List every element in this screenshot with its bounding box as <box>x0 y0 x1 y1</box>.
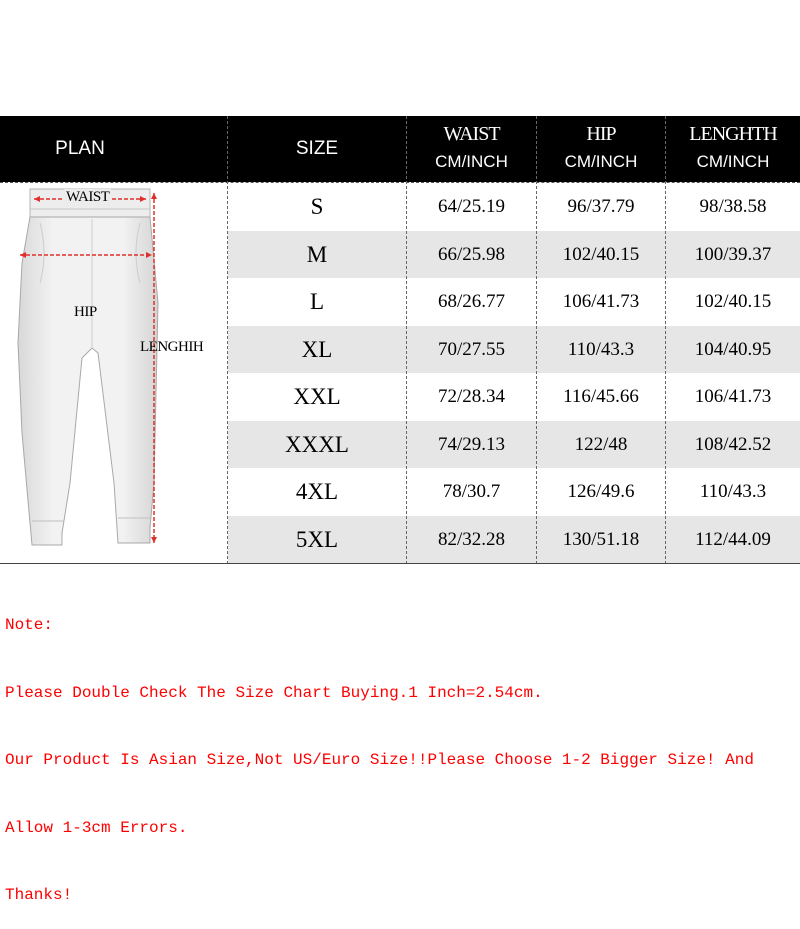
header-hip-title: HIP <box>586 123 616 145</box>
hip-cell: 126/49.6 <box>567 481 635 502</box>
waist-cell: 66/25.98 <box>437 243 506 265</box>
note-line: Please Double Check The Size Chart Buying.1 Inch=2.54cm. <box>5 683 543 702</box>
waist-cell: 72/28.34 <box>437 386 506 407</box>
header-divider <box>0 182 800 183</box>
hip-cell: 130/51.18 <box>562 528 640 550</box>
length-label: LENGHIH <box>140 339 204 355</box>
note-line: Allow 1-3cm Errors. <box>5 818 188 837</box>
waist-cell: 64/25.19 <box>437 196 506 217</box>
length-cell: 108/42.52 <box>694 433 772 455</box>
length-cell: 106/41.73 <box>694 386 772 407</box>
size-cell: XL <box>301 336 333 362</box>
table-bottom-border <box>0 563 800 564</box>
length-cell: 110/43.3 <box>699 481 767 502</box>
header-length-unit: CM/INCH <box>696 152 770 171</box>
header-waist <box>407 116 536 182</box>
note-heading: Note: <box>5 616 54 634</box>
header-waist-title: WAIST <box>443 123 500 145</box>
column-divider <box>406 116 407 564</box>
hip-cell: 110/43.3 <box>567 338 635 360</box>
column-divider <box>227 116 228 564</box>
header-size: SIZE <box>295 138 339 159</box>
header-length-title: LENGHTH <box>689 123 777 145</box>
table-row <box>228 183 800 230</box>
table-row <box>228 373 800 420</box>
size-cell: S <box>310 194 324 219</box>
waist-cell: 78/30.7 <box>442 481 501 502</box>
length-cell: 102/40.15 <box>694 291 772 312</box>
waist-cell: 74/29.13 <box>437 433 506 455</box>
table-row <box>228 468 800 515</box>
header-length <box>666 116 800 182</box>
waist-cell: 68/26.77 <box>437 291 506 312</box>
hip-cell: 106/41.73 <box>562 291 640 312</box>
size-cell: XXXL <box>285 431 349 457</box>
length-cell: 112/44.09 <box>695 528 771 550</box>
header-hip-unit: CM/INCH <box>564 152 638 171</box>
column-divider <box>536 116 537 564</box>
hip-cell: 102/40.15 <box>562 243 640 265</box>
hip-label: HIP <box>74 304 97 320</box>
waist-cell: 70/27.55 <box>437 338 506 360</box>
pants-diagram <box>0 183 227 563</box>
length-cell: 98/38.58 <box>699 196 767 217</box>
size-chart <box>0 116 800 564</box>
header-plan: PLAN <box>55 138 105 159</box>
column-divider <box>665 116 666 564</box>
waist-label: WAIST <box>66 189 110 205</box>
size-cell: L <box>309 289 325 314</box>
table-row <box>228 231 800 278</box>
waist-cell: 82/32.28 <box>437 528 506 550</box>
table-row <box>228 326 800 373</box>
header-waist-unit: CM/INCH <box>435 152 508 171</box>
hip-cell: 116/45.66 <box>563 386 639 407</box>
size-cell: M <box>306 241 328 267</box>
table-header <box>0 116 800 182</box>
length-cell: 100/39.37 <box>694 243 772 265</box>
hip-cell: 122/48 <box>574 433 628 455</box>
hip-cell: 96/37.79 <box>567 196 635 217</box>
table-row <box>228 516 800 563</box>
table-row <box>228 278 800 325</box>
note-line: Our Product Is Asian Size,Not US/Euro Size!!Please Choose 1-2 Bigger Size! And <box>5 751 754 769</box>
size-cell: 4XL <box>295 479 339 504</box>
size-cell: XXL <box>293 384 341 409</box>
size-cell: 5XL <box>295 526 339 552</box>
notes-block <box>5 569 797 929</box>
table-row <box>228 421 800 468</box>
header-hip <box>537 116 665 182</box>
pants-illustration <box>0 183 227 563</box>
length-cell: 104/40.95 <box>694 338 772 360</box>
note-line: Thanks! <box>5 886 73 904</box>
